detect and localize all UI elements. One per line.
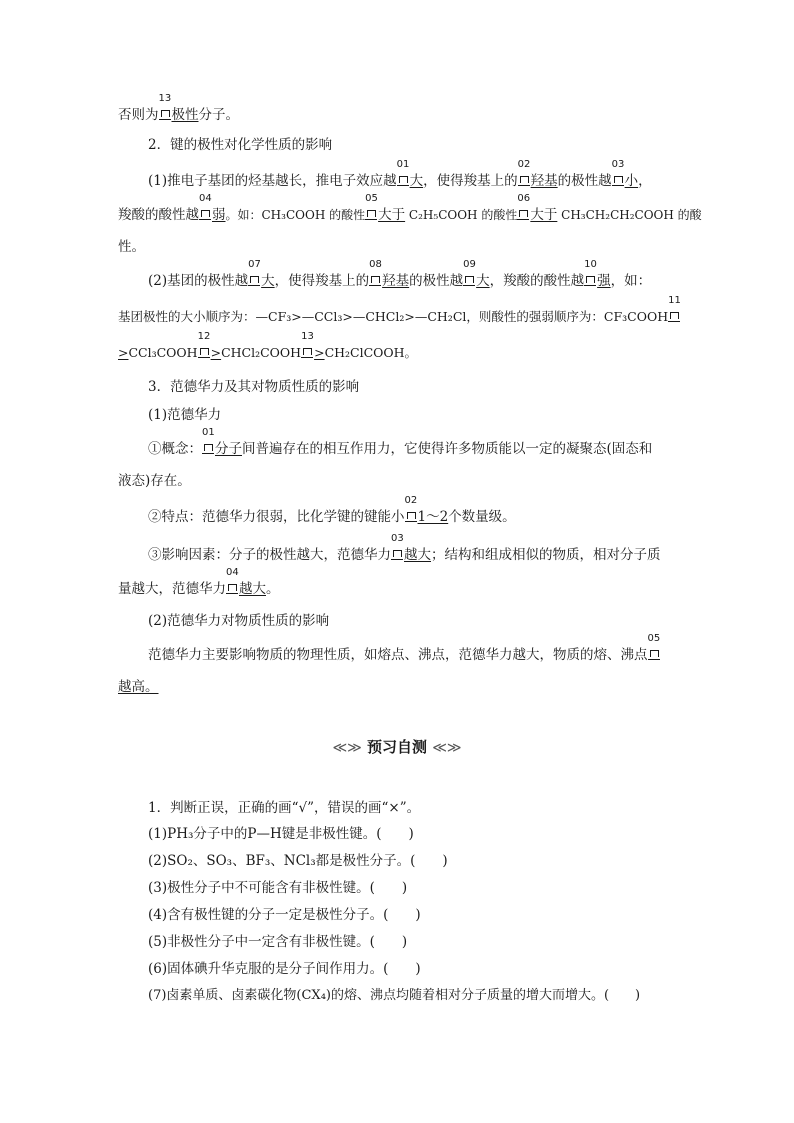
blank-marker-icon	[405, 511, 417, 522]
blank-marker-icon	[199, 209, 211, 220]
text-line	[148, 259, 652, 290]
text: 分子。	[198, 107, 239, 123]
text: 。	[266, 581, 280, 597]
section-title	[0, 736, 794, 757]
blank-number: 08	[369, 259, 382, 270]
blank-number: 09	[463, 259, 476, 270]
answer-blank	[463, 259, 490, 290]
blank-number: 13	[301, 331, 314, 342]
text: ，	[638, 173, 652, 189]
answer-blank	[158, 93, 199, 124]
blank-marker-icon	[365, 209, 377, 220]
answer-text: 越大	[239, 581, 266, 597]
blank-number: 13	[158, 93, 172, 104]
text-line	[148, 427, 653, 458]
blank-marker-icon	[226, 583, 238, 594]
blank-marker-icon	[517, 209, 529, 220]
subsection-heading: 2．键的极性对化学性质的影响	[148, 137, 333, 153]
subsection-heading: (1)范德华力	[148, 407, 222, 423]
answer-blank	[199, 193, 226, 224]
text-line	[118, 331, 418, 362]
text-line	[118, 93, 239, 124]
blank-marker-icon	[648, 649, 660, 660]
answer-text: >	[210, 345, 222, 360]
text-line	[148, 159, 652, 190]
answer-blank	[396, 159, 424, 190]
text: 基团极性的大小顺序为：—CF₃>—CCl₃>—CHCl₂>—CH₂Cl，则酸性的强弱顺序为：CF₃COOH	[118, 309, 669, 324]
text: 羧酸的酸性越	[118, 207, 199, 223]
answer-blank	[517, 159, 558, 190]
blank-marker-icon	[248, 275, 260, 286]
question-intro: 1．判断正误，正确的画“√”，错误的画“×”。	[148, 800, 421, 816]
blank-number: 05	[365, 193, 378, 204]
blank-number: 04	[226, 567, 239, 578]
text: (2)基团的极性越	[148, 273, 249, 289]
text: CH₂ClCOOH。	[324, 345, 418, 360]
answer-text: 越高。	[118, 679, 159, 695]
question-item: (7)卤素单质、卤素碳化物(CX₄)的熔、沸点均随着相对分子质量的增大而增大。( )	[148, 988, 641, 1003]
blank-marker-icon	[518, 175, 530, 186]
text: ，如：	[610, 273, 652, 289]
blank-marker-icon	[202, 443, 214, 454]
blank-marker-icon	[391, 549, 403, 560]
text: ①概念：	[148, 441, 202, 457]
subsection-heading: (2)范德华力对物质性质的影响	[148, 613, 330, 629]
answer-text: >	[314, 345, 325, 360]
answer-text: 小	[624, 173, 639, 189]
text: CH₃CH₂CH₂COOH 的酸	[557, 208, 702, 222]
text-line	[118, 295, 681, 326]
text: 间普遍存在的相互作用力，它使得许多物质能以一定的凝聚态(固态和	[242, 441, 653, 457]
answer-text: >	[118, 345, 129, 360]
blank-marker-icon	[612, 175, 624, 186]
text-line: 性。	[118, 239, 145, 255]
blank-number: 04	[199, 193, 212, 204]
decoration-left-icon: ≪≫	[332, 740, 362, 756]
blank-number: 01	[202, 427, 215, 438]
question-item: (4)含有极性键的分子一定是极性分子。( )	[148, 907, 421, 923]
answer-text: 大于	[530, 207, 558, 223]
text: (1)推电子基团的烃基越长，推电子效应越	[148, 173, 397, 189]
text: ②特点：范德华力很弱，比化学键的键能小	[148, 509, 405, 525]
blank-marker-icon	[584, 275, 596, 286]
answer-blank	[611, 159, 639, 190]
text: ，使得羧基上的	[423, 173, 518, 189]
blank-number: 05	[647, 633, 661, 644]
text: 的极性越	[557, 173, 612, 189]
text-line	[118, 567, 280, 598]
blank-marker-icon	[397, 175, 409, 186]
blank-marker-icon	[301, 347, 313, 358]
answer-text: 1～2	[417, 509, 449, 525]
blank-number: 01	[396, 159, 410, 170]
text: ；结构和组成相似的物质，相对分子质	[431, 547, 661, 563]
blank-marker-icon	[463, 275, 475, 286]
answer-text: 羟基	[382, 273, 410, 289]
answer-text: 大	[261, 273, 275, 289]
blank-marker-icon	[369, 275, 381, 286]
answer-blank	[197, 331, 222, 362]
answer-text: 大于	[378, 207, 406, 223]
text-line	[118, 678, 159, 696]
text-line	[148, 633, 661, 664]
answer-text: 越大	[404, 547, 431, 563]
blank-number: 03	[611, 159, 625, 170]
blank-marker-icon	[159, 109, 171, 120]
answer-blank	[226, 567, 266, 598]
answer-text: 弱	[212, 207, 226, 223]
text: 范德华力主要影响物质的物理性质，如熔点、沸点，范德华力越大，物质的熔、沸点	[148, 647, 648, 663]
answer-blank	[248, 259, 275, 290]
text: 个数量级。	[448, 509, 516, 525]
text-line	[118, 193, 702, 224]
answer-blank	[118, 344, 128, 362]
question-item: (6)固体碘升华克服的是分子间作用力。( )	[148, 961, 421, 977]
text: 的极性越	[409, 273, 464, 289]
subsection-heading: 3．范德华力及其对物质性质的影响	[148, 379, 360, 395]
question-item: (2)SO₂、SO₃、BF₃、NCl₃都是极性分子。( )	[148, 853, 448, 869]
blank-number: 06	[517, 193, 531, 204]
text: CCl₃COOH	[128, 345, 198, 360]
answer-blank	[369, 259, 410, 290]
blank-marker-icon	[668, 311, 680, 322]
answer-blank	[118, 678, 159, 696]
answer-blank	[584, 259, 611, 290]
blank-number: 02	[517, 159, 531, 170]
blank-number: 03	[391, 533, 404, 544]
blank-number: 02	[404, 495, 418, 506]
text-line	[148, 533, 661, 564]
answer-text: 大	[409, 173, 424, 189]
answer-blank	[301, 331, 325, 362]
answer-blank	[647, 633, 661, 664]
text: CHCl₂COOH	[221, 345, 302, 360]
text: C₂H₅COOH 的酸性	[405, 208, 518, 222]
question-item: (3)极性分子中不可能含有非极性键。( )	[148, 880, 408, 896]
blank-number: 07	[248, 259, 261, 270]
answer-blank	[202, 427, 242, 458]
answer-text: 极性	[171, 107, 199, 123]
question-item: (5)非极性分子中一定含有非极性键。( )	[148, 934, 408, 950]
answer-text: 羟基	[530, 173, 558, 189]
answer-blank	[668, 295, 681, 326]
decoration-right-icon: ≪≫	[432, 740, 462, 756]
blank-marker-icon	[198, 347, 210, 358]
answer-text: 大	[476, 273, 490, 289]
section-title-text: 预习自测	[366, 738, 427, 756]
answer-blank	[517, 193, 558, 224]
question-item: (1)PH₃分子中的P—H键是非极性键。( )	[148, 826, 414, 842]
blank-number: 11	[668, 295, 681, 306]
answer-blank	[365, 193, 406, 224]
text: 。如：CH₃COOH 的酸性	[225, 208, 366, 222]
text: ，使得羧基上的	[274, 273, 370, 289]
answer-blank	[404, 495, 449, 526]
blank-number: 10	[584, 259, 597, 270]
text: ③影响因素：分子的极性越大，范德华力	[148, 547, 391, 563]
blank-number: 12	[197, 331, 211, 342]
answer-text: 分子	[215, 441, 242, 457]
text: ，羧酸的酸性越	[489, 273, 585, 289]
answer-blank	[391, 533, 431, 564]
text-line	[148, 495, 516, 526]
text-line: 液态)存在。	[118, 473, 191, 489]
answer-text: 强	[597, 273, 611, 289]
text: 量越大，范德华力	[118, 581, 226, 597]
text: 否则为	[118, 107, 159, 123]
